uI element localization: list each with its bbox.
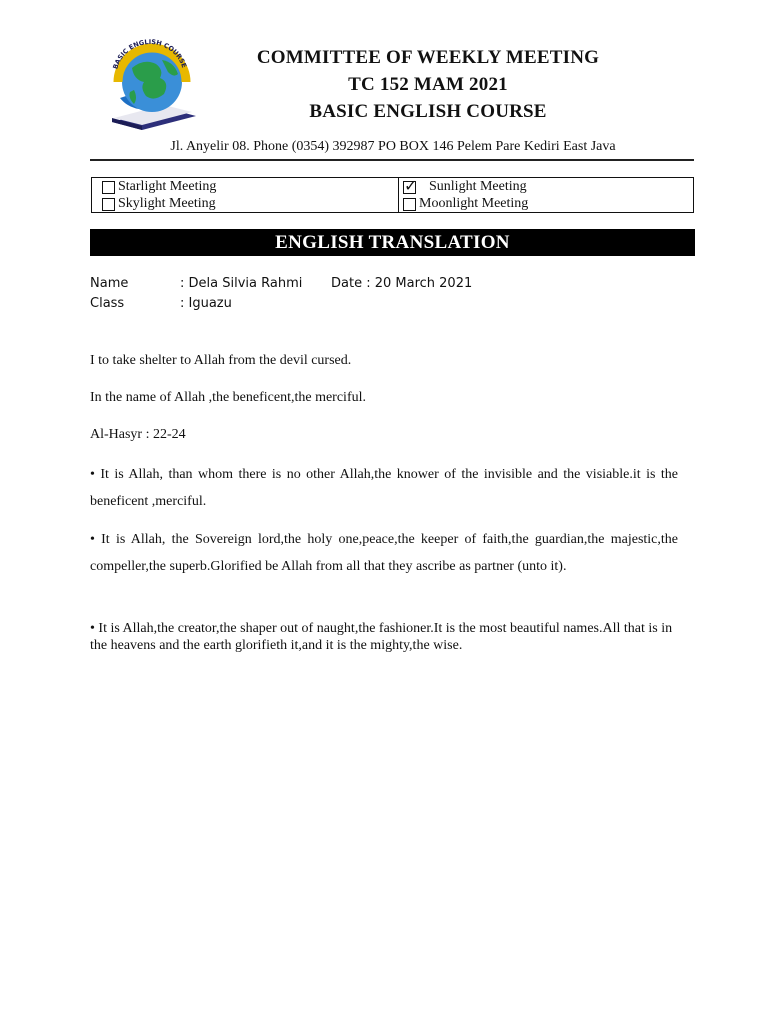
section-banner: ENGLISH TRANSLATION bbox=[90, 229, 695, 256]
paragraph-6: • It is Allah,the creator,the shaper out of naught,the fashioner.It is the most beautiful names.All that is in the heavens and the earth glorifieth it,and it is the mighty,the wise. bbox=[90, 621, 673, 653]
option-sunlight[interactable] bbox=[403, 175, 527, 195]
date-text: Date : 20 March 2021 bbox=[331, 276, 473, 291]
option-starlight[interactable] bbox=[102, 179, 216, 195]
header-line-2: TC 152 MAM 2021 bbox=[348, 74, 508, 95]
header-divider bbox=[90, 159, 694, 161]
starlight-checkbox[interactable] bbox=[102, 181, 115, 194]
paragraph-4: • It is Allah, than whom there is no other Allah,the knower of the invisible and the visiable.it is the beneficent ,merciful. bbox=[90, 467, 678, 509]
sunlight-checkbox[interactable] bbox=[403, 175, 418, 195]
header-line-1: COMMITTEE OF WEEKLY MEETING bbox=[256, 47, 600, 68]
paragraph-5: • It is Allah, the Sovereign lord,the holy one,peace,the keeper of faith,the guardian,the majestic,the compeller,the superb.Glorified be Allah from all that they ascribe as partner (unto it). bbox=[90, 532, 678, 574]
header-titles bbox=[210, 44, 646, 125]
sunlight-label: Sunlight Meeting bbox=[429, 179, 527, 194]
paragraph-2: In the name of Allah ,the beneficent,the merciful. bbox=[90, 390, 367, 405]
course-logo bbox=[104, 38, 200, 132]
check-mark-icon: ✓ bbox=[404, 175, 418, 195]
globe-book-icon bbox=[104, 38, 200, 132]
meeting-options-table bbox=[91, 177, 694, 213]
starlight-label: Starlight Meeting bbox=[118, 179, 217, 194]
name-label: Name bbox=[90, 276, 129, 291]
table-divider bbox=[398, 178, 399, 212]
class-label: Class bbox=[90, 296, 125, 311]
header-line-3: BASIC ENGLISH COURSE bbox=[309, 101, 547, 122]
class-value: : Iguazu bbox=[180, 296, 232, 311]
option-skylight[interactable] bbox=[102, 196, 216, 212]
skylight-checkbox[interactable] bbox=[102, 198, 115, 211]
address-line: Jl. Anyelir 08. Phone (0354) 392987 PO BOX 146 Pelem Pare Kediri East Java bbox=[170, 139, 616, 154]
name-value: : Dela Silvia Rahmi bbox=[180, 276, 303, 291]
moonlight-checkbox[interactable] bbox=[403, 198, 416, 211]
option-moonlight[interactable] bbox=[403, 196, 528, 212]
paragraph-3: Al-Hasyr : 22-24 bbox=[90, 427, 186, 442]
moonlight-label: Moonlight Meeting bbox=[419, 196, 529, 211]
logo-text: BASIC ENGLISH COURSE bbox=[111, 38, 189, 71]
skylight-label: Skylight Meeting bbox=[118, 196, 216, 211]
paragraph-1: I to take shelter to Allah from the devil cursed. bbox=[90, 353, 352, 368]
